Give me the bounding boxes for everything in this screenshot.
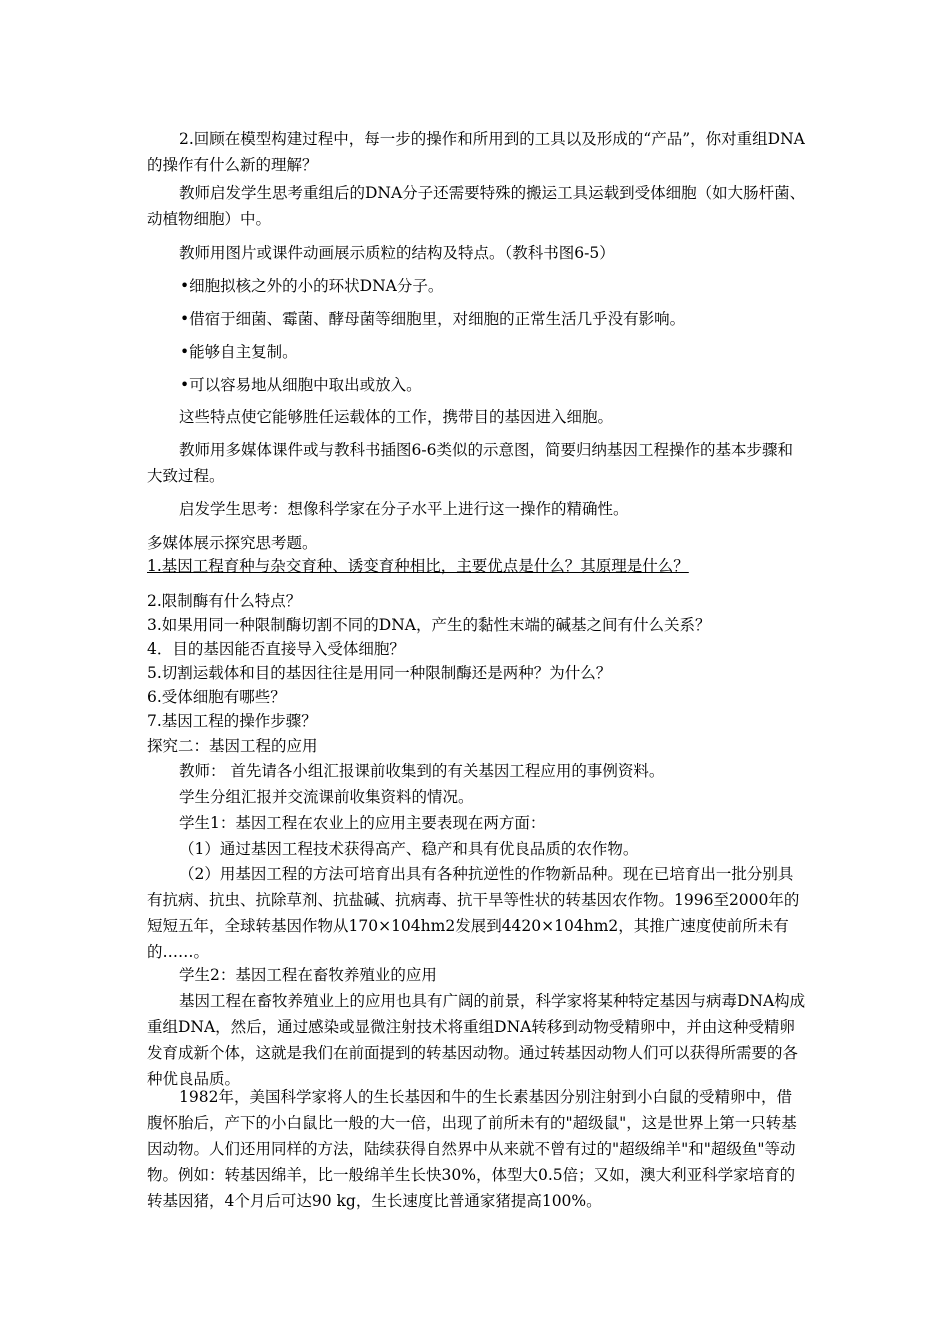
paragraph-plasmid-intro: 教师用图片或课件动画展示质粒的结构及特点。（教科书图6-5） [179,244,615,262]
paragraph-questions-heading: 多媒体展示探究思考题。 [147,534,318,552]
paragraph-process-summary: 教师用多媒体课件或与教科书插图6-6类似的示意图，简要归纳基因工程操作的基本步骤和大致过程。 [147,441,793,485]
paragraph-teacher-request: 教师： 首先请各小组汇报课前收集到的有关基因工程应用的事例资料。 [179,762,665,780]
question-item: 6.受体细胞有哪些？ [147,688,286,706]
paragraph-teacher-prompt: 教师启发学生思考重组后的DNA分子还需要特殊的搬运工具运载到受体细胞（如大肠杆菌、动植物细胞）中。 [147,184,806,228]
paragraph-agri-point2: （2）用基因工程的方法可培育出具有各种抗逆性的作物新品种。现在已培育出一批分别具有抗病、抗虫、抗除草剂、抗盐碱、抗病毒、抗干旱等性状的转基因农作物。1996至2000年的短短五年，全球转基因作物从170×104hm2发展到4420×104hm2，其推广速度使前所未有的……。 [147,865,800,961]
paragraph-precision-prompt: 启发学生思考：想像科学家在分子水平上进行这一操作的精确性。 [179,500,629,518]
question-item: 2.限制酶有什么特点？ [147,592,302,610]
question-item: 4．目的基因能否直接导入受体细胞？ [147,640,405,658]
paragraph-agri-point1: （1）通过基因工程技术获得高产、稳产和具有优良品质的农作物。 [179,840,639,858]
paragraph-student2: 学生2：基因工程在畜牧养殖业的应用 [179,966,437,984]
paragraph-carrier-summary: 这些特点使它能够胜任运载体的工作，携带目的基因进入细胞。 [179,408,614,426]
paragraph-livestock: 基因工程在畜牧养殖业上的应用也具有广阔的前景，科学家将某种特定基因与病毒DNA构成重组DNA，然后，通过感染或显微注射技术将重组DNA转移到动物受精卵中，并由这种受精卵发育成新个体，这就是我们在前面提到的转基因动物。通过转基因动物人们可以获得所需要的各种优良品质。 [147,992,806,1088]
question-item: 3.如果用同一种限制酶切割不同的DNA，产生的黏性末端的碱基之间有什么关系？ [147,616,711,634]
bullet-item: •可以容易地从细胞中取出或放入。 [180,376,422,394]
question-item: 7.基因工程的操作步骤？ [147,712,317,730]
bullet-item: •能够自主复制。 [180,343,298,361]
bullet-item: •借宿于细菌、霉菌、酵母菌等细胞里，对细胞的正常生活几乎没有影响。 [180,310,686,328]
question-item: 1.基因工程育种与杂交育种、诱变育种相比，主要优点是什么？其原理是什么？ [147,557,689,575]
paragraph-student-report: 学生分组汇报并交流课前收集资料的情况。 [179,788,474,806]
bullet-item: •细胞拟核之外的小的环状DNA分子。 [180,277,444,295]
paragraph-student1: 学生1：基因工程在农业上的应用主要表现在两方面： [179,814,546,832]
paragraph-1982-example: 1982年，美国科学家将人的生长基因和牛的生长素基因分别注射到小白鼠的受精卵中，借腹怀胎后，产下的小白鼠比一般的大一倍，出现了前所未有的"超级鼠"，这是世界上第一只转基因动物。人们还用同样的方法，陆续获得自然界中从来就不曾有过的"超级绵羊"和"超级鱼"等动物。例如：转基因绵羊，比一般绵羊生长快30%，体型大0.5倍；又如，澳大利亚科学家培育的转基因猪，4个月后可达90 kg，生长速度比普通家猪提高100%。 [147,1088,797,1210]
paragraph-review-question: 2.回顾在模型构建过程中，每一步的操作和所用到的工具以及形成的“产品”，你对重组DNA的操作有什么新的理解？ [147,130,805,174]
section-heading: 探究二：基因工程的应用 [147,737,318,755]
question-item: 5.切割运载体和目的基因往往是用同一种限制酶还是两种？为什么？ [147,664,612,682]
